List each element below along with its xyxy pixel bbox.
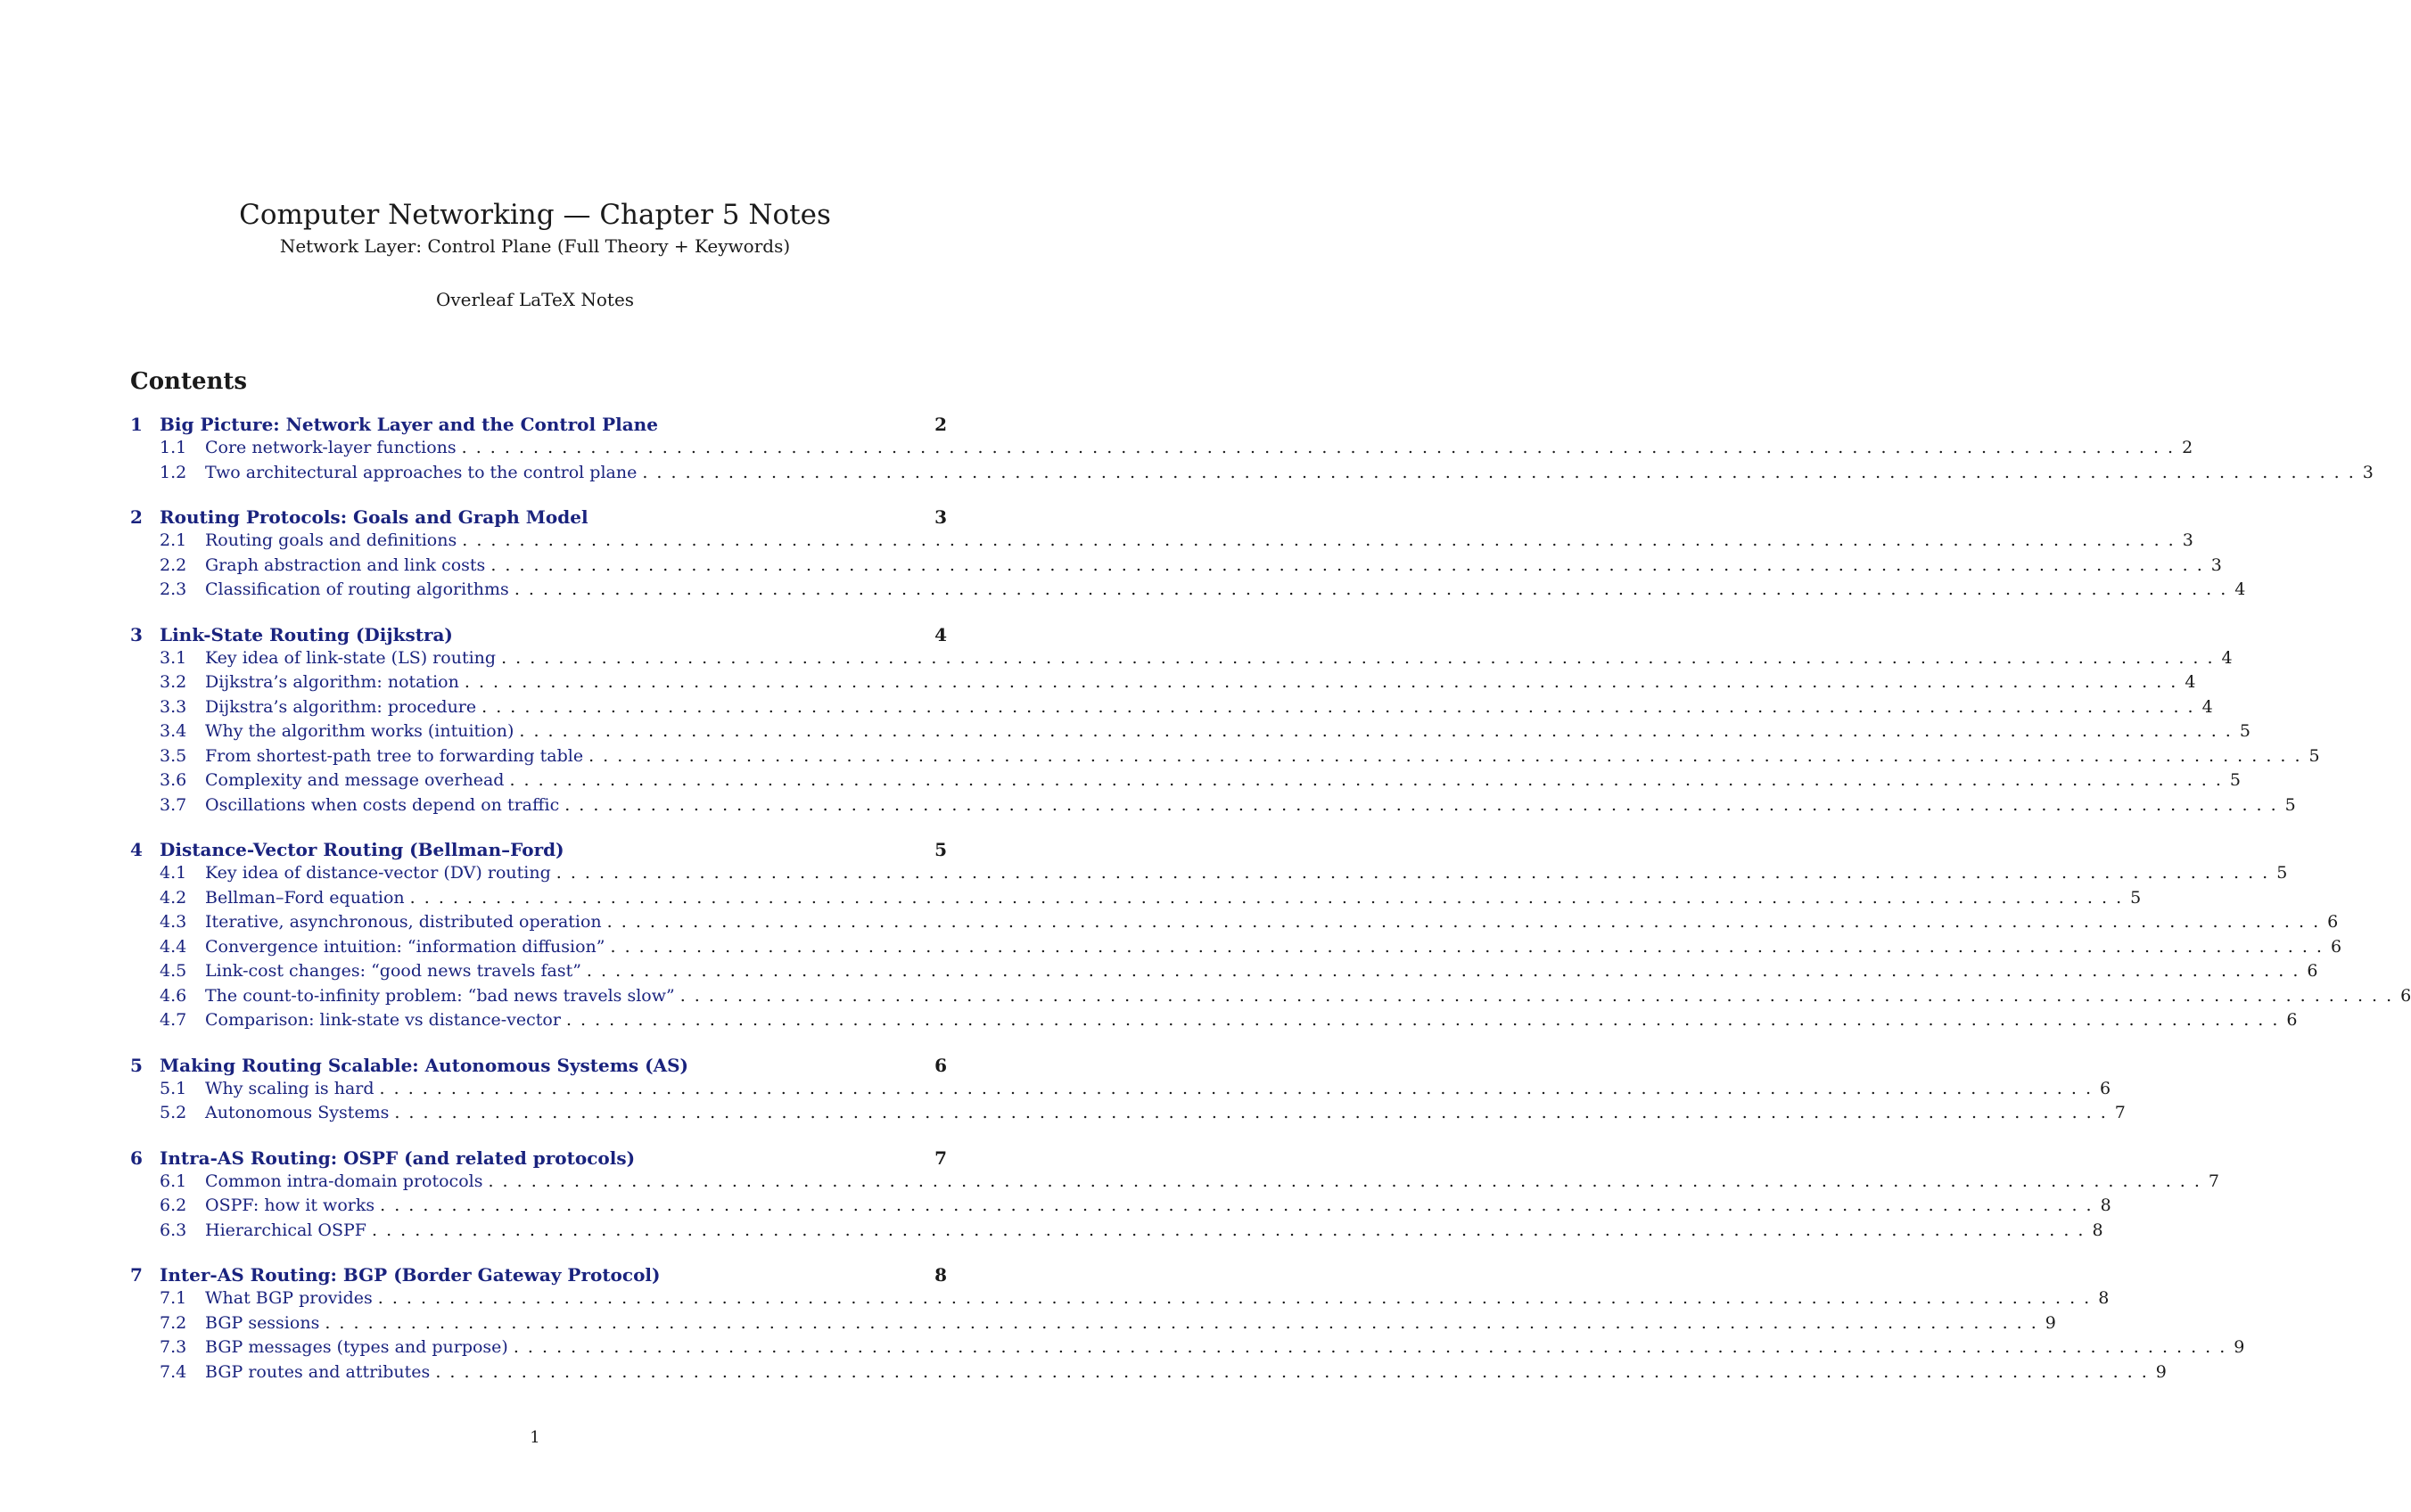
toc-subsection-title[interactable]: Comparison: link-state vs distance-vector (205, 1010, 561, 1030)
toc-subsection-number: 4.3 (160, 912, 187, 932)
toc-subsection-title[interactable]: BGP routes and attributes (205, 1361, 431, 1382)
toc-section-number: 3 (130, 623, 143, 645)
toc-subsection-page: 3 (2210, 555, 2222, 575)
toc-subsection-entry[interactable] (130, 530, 2193, 555)
toc-section-entry[interactable] (130, 624, 947, 648)
toc-section-entry[interactable] (130, 506, 947, 530)
toc-dot-leader: . . . . . . . . . . . . . . . . . . . . . . . . . . . . . . . . . . . . . . . . . . . . . . . . . . . . . . . . . . . . . . . . . . . . . . . . . . . . . . . . . . . . . . . . . . . . . . . . . . . . . . . . . . . . . . . . . . . . . . . . (519, 721, 2233, 741)
toc-subsection-number: 4.7 (160, 1010, 187, 1030)
toc-subsection-number: 2.1 (160, 530, 187, 550)
toc-section-number: 7 (130, 1264, 143, 1286)
toc-subsection-entry[interactable] (130, 1288, 2110, 1313)
toc-subsection-page: 6 (2330, 936, 2342, 957)
toc-section-number: 2 (130, 506, 143, 528)
toc-dot-leader: . . . . . . . . . . . . . . . . . . . . . . . . . . . . . . . . . . . . . . . . . . . . . . . . . . . . . . . . . . . . . . . . . . . . . . . . . . . . . . . . . . . . . . . . . . . . . . . . . . . . . . . . . . . . . . . . . . . . . . . . (488, 1171, 2201, 1191)
toc-section-page: 4 (934, 623, 947, 645)
toc-subsection-title[interactable]: BGP messages (types and purpose) (205, 1337, 508, 1357)
toc-subsection-number: 5.1 (160, 1078, 187, 1098)
toc-subsection-page: 6 (2400, 985, 2411, 1006)
toc-subsection-page: 5 (2229, 770, 2241, 790)
toc-dot-leader: . . . . . . . . . . . . . . . . . . . . . . . . . . . . . . . . . . . . . . . . . . . . . . . . . . . . . . . . . . . . . . . . . . . . . . . . . . . . . . . . . . . . . . . . . . . . . . . . . . . . . . . . . . . . . . . . . . . . . . . . (588, 745, 2302, 766)
toc-subsection-number: 7.2 (160, 1312, 187, 1333)
toc-subsection-title[interactable]: Two architectural approaches to the control plane (205, 462, 638, 482)
toc-section-page: 5 (934, 839, 947, 860)
toc-subsection-title[interactable]: Oscillations when costs depend on traffic (205, 794, 560, 815)
toc-subsection-entry[interactable] (130, 721, 2251, 746)
toc-subsection-entry[interactable] (130, 438, 2193, 463)
toc-dot-leader: . . . . . . . . . . . . . . . . . . . . . . . . . . . . . . . . . . . . . . . . . . . . . . . . . . . . . . . . . . . . . . . . . . . . . . . . . . . . . . . . . . . . . . . . . . . . . . . . . . . . . . . . . . . . . . . . . . . . . . . . (509, 770, 2223, 790)
toc-dot-leader: . . . . . . . . . . . . . . . . . . . . . . . . . . . . . . . . . . . . . . . . . . . . . . . . . . . . . . . . . . . . . . . . . . . . . . . . . . . . . . . . . . . . . . . . . . . . . . . . . . . . . . . . . . . . . . . . . . . . . . . . (435, 1361, 2149, 1382)
toc-subsection-entry[interactable] (130, 1312, 2056, 1338)
toc-section-entry[interactable] (130, 1055, 947, 1079)
toc-subsection-page: 6 (2327, 912, 2339, 932)
toc-subsection-entry[interactable] (130, 961, 2318, 986)
toc-subsection-page: 8 (2092, 1220, 2103, 1240)
toc-subsection-page: 4 (2201, 696, 2213, 717)
toc-subsection-number: 4.4 (160, 936, 187, 957)
toc-subsection-number: 1.1 (160, 438, 187, 457)
toc-subsection-entry[interactable] (130, 1196, 2111, 1220)
toc-subsection-page: 9 (2155, 1361, 2167, 1382)
toc-dot-leader: . . . . . . . . . . . . . . . . . . . . . . . . . . . . . . . . . . . . . . . . . . . . . . . . . . . . . . . . . . . . . . . . . . . . . . . . . . . . . . . . . . . . . . . . . . . . . . . . . . . . . . . . . . . . . . . . . . . . . . . . (513, 1337, 2227, 1357)
toc-dot-leader: . . . . . . . . . . . . . . . . . . . . . . . . . . . . . . . . . . . . . . . . . . . . . . . . . . . . . . . . . . . . . . . . . . . . . . . . . . . . . . . . . . . . . . . . . . . . . . . . . . . . . . . . . . . . . . . . . . . . . . . . (565, 1010, 2280, 1030)
toc-section-title[interactable]: Intra-AS Routing: OSPF (and related protocols) (160, 1146, 636, 1169)
toc-subsection-title[interactable]: Key idea of link-state (LS) routing (205, 647, 497, 668)
toc-subsection-title[interactable]: Classification of routing algorithms (205, 579, 509, 599)
toc-section-title[interactable]: Link-State Routing (Dijkstra) (160, 623, 453, 645)
toc-subsection-page: 6 (2286, 1010, 2298, 1030)
toc-section-entry[interactable] (130, 1147, 947, 1171)
toc-subsection-title[interactable]: Common intra-domain protocols (205, 1171, 483, 1191)
toc-section-number: 6 (130, 1146, 143, 1169)
toc-dot-leader: . . . . . . . . . . . . . . . . . . . . . . . . . . . . . . . . . . . . . . . . . . . . . . . . . . . . . . . . . . . . . . . . . . . . . . . . . . . . . . . . . . . . . . . . . . . . . . . . . . . . . . . . . . . . . . . . . . . . . . . . (514, 579, 2228, 599)
toc-subsection-entry[interactable] (130, 1103, 2126, 1128)
toc-dot-leader: . . . . . . . . . . . . . . . . . . . . . . . . . . . . . . . . . . . . . . . . . . . . . . . . . . . . . . . . . . . . . . . . . . . . . . . . . . . . . . . . . . . . . . . . . . . . . . . . . . . . . . . . . . . . . . . . . . . . . . . . (501, 647, 2215, 668)
toc-subsection-number: 3.7 (160, 794, 187, 815)
page-number: 1 (530, 1428, 540, 1447)
table-of-contents (130, 414, 2411, 1386)
toc-subsection-number: 2.2 (160, 555, 187, 575)
toc-subsection-entry[interactable] (130, 696, 2213, 722)
document-author: Overleaf LaTeX Notes (435, 289, 635, 310)
toc-subsection-number: 4.1 (160, 863, 187, 883)
toc-section-number: 4 (130, 839, 143, 860)
toc-dot-leader: . . . . . . . . . . . . . . . . . . . . . . . . . . . . . . . . . . . . . . . . . . . . . . . . . . . . . . . . . . . . . . . . . . . . . . . . . . . . . . . . . . . . . . . . . . . . . . . . . . . . . . . . . . . . . . . . . . . . . . . . (481, 696, 2195, 717)
toc-subsection-number: 4.5 (160, 961, 187, 981)
toc-dot-leader: . . . . . . . . . . . . . . . . . . . . . . . . . . . . . . . . . . . . . . . . . . . . . . . . . . . . . . . . . . . . . . . . . . . . . . . . . . . . . . . . . . . . . . . . . . . . . . . . . . . . . . . . . . . . . . . . . . . . . . . . (325, 1312, 2038, 1333)
toc-subsection-title[interactable]: From shortest-path tree to forwarding table (205, 745, 584, 766)
toc-section-entry[interactable] (130, 414, 947, 438)
toc-subsection-page: 5 (2130, 887, 2142, 908)
toc-section-page: 7 (934, 1146, 947, 1169)
toc-subsection-entry[interactable] (130, 1078, 2111, 1104)
toc-subsection-page: 8 (2098, 1288, 2110, 1308)
toc-subsection-title[interactable]: Routing goals and definitions (205, 530, 457, 550)
toc-subsection-page: 6 (2099, 1078, 2111, 1098)
toc-dot-leader: . . . . . . . . . . . . . . . . . . . . . . . . . . . . . . . . . . . . . . . . . . . . . . . . . . . . . . . . . . . . . . . . . . . . . . . . . . . . . . . . . . . . . . . . . . . . . . . . . . . . . . . . . . . . . . . . . . . . . . . . (642, 462, 2356, 482)
toc-subsection-entry[interactable] (130, 770, 2241, 795)
toc-dot-leader: . . . . . . . . . . . . . . . . . . . . . . . . . . . . . . . . . . . . . . . . . . . . . . . . . . . . . . . . . . . . . . . . . . . . . . . . . . . . . . . . . . . . . . . . . . . . . . . . . . . . . . . . . . . . . . . . . . . . . . . . (462, 530, 2176, 550)
toc-dot-leader: . . . . . . . . . . . . . . . . . . . . . . . . . . . . . . . . . . . . . . . . . . . . . . . . . . . . . . . . . . . . . . . . . . . . . . . . . . . . . . . . . . . . . . . . . . . . . . . . . . . . . . . . . . . . . . . . . . . . . . . . (409, 887, 2124, 908)
toc-subsection-number: 6.1 (160, 1171, 187, 1191)
toc-subsection-entry[interactable] (130, 1361, 2167, 1387)
toc-subsection-title[interactable]: What BGP provides (205, 1288, 373, 1308)
toc-section-number: 1 (130, 414, 143, 435)
contents-heading: Contents (130, 368, 248, 395)
toc-dot-leader: . . . . . . . . . . . . . . . . . . . . . . . . . . . . . . . . . . . . . . . . . . . . . . . . . . . . . . . . . . . . . . . . . . . . . . . . . . . . . . . . . . . . . . . . . . . . . . . . . . . . . . . . . . . . . . . . . . . . . . . . (564, 794, 2278, 815)
toc-subsection-number: 1.2 (160, 462, 187, 482)
toc-subsection-entry[interactable] (130, 579, 2246, 604)
toc-section-page: 6 (934, 1054, 947, 1076)
toc-subsection-number: 7.4 (160, 1361, 187, 1382)
toc-subsection-number: 6.3 (160, 1220, 187, 1240)
toc-subsection-number: 2.3 (160, 579, 187, 599)
toc-section-entry[interactable] (130, 839, 947, 863)
toc-subsection-entry[interactable] (130, 555, 2222, 580)
toc-subsection-page: 4 (2185, 672, 2196, 692)
toc-subsection-number: 3.6 (160, 770, 187, 790)
toc-dot-leader: . . . . . . . . . . . . . . . . . . . . . . . . . . . . . . . . . . . . . . . . . . . . . . . . . . . . . . . . . . . . . . . . . . . . . . . . . . . . . . . . . . . . . . . . . . . . . . . . . . . . . . . . . . . . . . . . . . . . . . . . (371, 1220, 2086, 1240)
toc-subsection-title[interactable]: Hierarchical OSPF (205, 1220, 366, 1240)
toc-dot-leader: . . . . . . . . . . . . . . . . . . . . . . . . . . . . . . . . . . . . . . . . . . . . . . . . . . . . . . . . . . . . . . . . . . . . . . . . . . . . . . . . . . . . . . . . . . . . . . . . . . . . . . . . . . . . . . . . . . . . . . . . (606, 912, 2321, 932)
toc-subsection-entry[interactable] (130, 1220, 2103, 1245)
toc-subsection-title[interactable]: Core network-layer functions (205, 438, 457, 457)
toc-dot-leader: . . . . . . . . . . . . . . . . . . . . . . . . . . . . . . . . . . . . . . . . . . . . . . . . . . . . . . . . . . . . . . . . . . . . . . . . . . . . . . . . . . . . . . . . . . . . . . . . . . . . . . . . . . . . . . . . . . . . . . . . (490, 555, 2204, 575)
toc-subsection-page: 8 (2100, 1196, 2111, 1215)
toc-subsection-title[interactable]: OSPF: how it works (205, 1196, 375, 1215)
toc-subsection-entry[interactable] (130, 462, 2374, 488)
toc-subsection-entry[interactable] (130, 1337, 2245, 1362)
toc-dot-leader: . . . . . . . . . . . . . . . . . . . . . . . . . . . . . . . . . . . . . . . . . . . . . . . . . . . . . . . . . . . . . . . . . . . . . . . . . . . . . . . . . . . . . . . . . . . . . . . . . . . . . . . . . . . . . . . . . . . . . . . . (555, 863, 2270, 883)
toc-section-title[interactable]: Routing Protocols: Goals and Graph Model (160, 506, 588, 528)
toc-section-title[interactable]: Inter-AS Routing: BGP (Border Gateway Protocol) (160, 1264, 661, 1286)
toc-subsection-entry[interactable] (130, 1010, 2298, 1035)
toc-subsection-entry[interactable] (130, 985, 2411, 1011)
toc-subsection-page: 6 (2307, 961, 2318, 981)
toc-subsection-page: 3 (2182, 530, 2193, 550)
toc-subsection-title[interactable]: Bellman–Ford equation (205, 887, 405, 908)
document-subtitle: Network Layer: Control Plane (Full Theory + Keywords) (279, 235, 791, 257)
toc-subsection-title[interactable]: Why scaling is hard (205, 1078, 374, 1098)
toc-subsection-page: 4 (2234, 579, 2246, 599)
toc-subsection-title[interactable]: Dijkstra’s algorithm: notation (205, 672, 459, 692)
toc-subsection-entry[interactable] (130, 912, 2339, 937)
toc-subsection-entry[interactable] (130, 936, 2342, 962)
toc-section-title[interactable]: Making Routing Scalable: Autonomous Systems (AS) (160, 1054, 688, 1076)
toc-subsection-page: 5 (2284, 794, 2296, 815)
toc-subsection-number: 6.2 (160, 1196, 187, 1215)
toc-subsection-entry[interactable] (130, 745, 2320, 771)
document-title: Computer Networking — Chapter 5 Notes (239, 199, 831, 231)
toc-subsection-entry[interactable] (130, 672, 2196, 697)
toc-subsection-number: 3.4 (160, 721, 187, 741)
toc-subsection-number: 4.2 (160, 887, 187, 908)
toc-subsection-page: 4 (2221, 647, 2233, 668)
toc-dot-leader: . . . . . . . . . . . . . . . . . . . . . . . . . . . . . . . . . . . . . . . . . . . . . . . . . . . . . . . . . . . . . . . . . . . . . . . . . . . . . . . . . . . . . . . . . . . . . . . . . . . . . . . . . . . . . . . . . . . . . . . . (380, 1196, 2094, 1215)
toc-dot-leader: . . . . . . . . . . . . . . . . . . . . . . . . . . . . . . . . . . . . . . . . . . . . . . . . . . . . . . . . . . . . . . . . . . . . . . . . . . . . . . . . . . . . . . . . . . . . . . . . . . . . . . . . . . . . . . . . . . . . . . . . (679, 985, 2394, 1006)
toc-subsection-page: 5 (2308, 745, 2320, 766)
toc-section-title[interactable]: Big Picture: Network Layer and the Control Plane (160, 414, 658, 435)
toc-subsection-title[interactable]: Why the algorithm works (intuition) (205, 721, 514, 741)
toc-dot-leader: . . . . . . . . . . . . . . . . . . . . . . . . . . . . . . . . . . . . . . . . . . . . . . . . . . . . . . . . . . . . . . . . . . . . . . . . . . . . . . . . . . . . . . . . . . . . . . . . . . . . . . . . . . . . . . . . . . . . . . . . (461, 438, 2176, 457)
toc-subsection-entry[interactable] (130, 647, 2233, 673)
toc-subsection-number: 3.2 (160, 672, 187, 692)
toc-subsection-title[interactable]: Link-cost changes: “good news travels fast” (205, 961, 581, 981)
toc-dot-leader: . . . . . . . . . . . . . . . . . . . . . . . . . . . . . . . . . . . . . . . . . . . . . . . . . . . . . . . . . . . . . . . . . . . . . . . . . . . . . . . . . . . . . . . . . . . . . . . . . . . . . . . . . . . . . . . . . . . . . . . . (610, 936, 2324, 957)
toc-section-entry[interactable] (130, 1264, 947, 1288)
toc-subsection-number: 3.1 (160, 647, 187, 668)
toc-subsection-number: 5.2 (160, 1103, 187, 1122)
toc-subsection-page: 3 (2362, 462, 2374, 482)
toc-subsection-number: 7.3 (160, 1337, 187, 1357)
toc-subsection-title[interactable]: Autonomous Systems (205, 1103, 390, 1122)
toc-subsection-title[interactable]: Graph abstraction and link costs (205, 555, 486, 575)
toc-section-page: 8 (934, 1264, 947, 1286)
toc-subsection-entry[interactable] (130, 1171, 2220, 1196)
toc-subsection-number: 4.6 (160, 985, 187, 1006)
toc-subsection-title[interactable]: Iterative, asynchronous, distributed operation (205, 912, 602, 932)
toc-subsection-title[interactable]: BGP sessions (205, 1312, 320, 1333)
toc-subsection-entry[interactable] (130, 794, 2296, 820)
toc-dot-leader: . . . . . . . . . . . . . . . . . . . . . . . . . . . . . . . . . . . . . . . . . . . . . . . . . . . . . . . . . . . . . . . . . . . . . . . . . . . . . . . . . . . . . . . . . . . . . . . . . . . . . . . . . . . . . . . . . . . . . . . . (379, 1078, 2093, 1098)
toc-subsection-title[interactable]: Complexity and message overhead (205, 770, 505, 790)
toc-subsection-title[interactable]: Dijkstra’s algorithm: procedure (205, 696, 477, 717)
toc-dot-leader: . . . . . . . . . . . . . . . . . . . . . . . . . . . . . . . . . . . . . . . . . . . . . . . . . . . . . . . . . . . . . . . . . . . . . . . . . . . . . . . . . . . . . . . . . . . . . . . . . . . . . . . . . . . . . . . . . . . . . . . . (464, 672, 2178, 692)
toc-subsection-page: 9 (2234, 1337, 2245, 1357)
toc-subsection-page: 7 (2114, 1103, 2126, 1122)
toc-subsection-page: 9 (2045, 1312, 2056, 1333)
toc-subsection-title[interactable]: The count-to-infinity problem: “bad news travels slow” (205, 985, 675, 1006)
toc-subsection-page: 5 (2276, 863, 2288, 883)
title-block (0, 198, 1070, 311)
toc-dot-leader: . . . . . . . . . . . . . . . . . . . . . . . . . . . . . . . . . . . . . . . . . . . . . . . . . . . . . . . . . . . . . . . . . . . . . . . . . . . . . . . . . . . . . . . . . . . . . . . . . . . . . . . . . . . . . . . . . . . . . . . . (586, 961, 2300, 981)
toc-subsection-entry[interactable] (130, 863, 2288, 888)
toc-section-title[interactable]: Distance-Vector Routing (Bellman–Ford) (160, 839, 564, 860)
toc-section-page: 2 (934, 414, 947, 435)
toc-subsection-number: 3.3 (160, 696, 187, 717)
toc-section-number: 5 (130, 1054, 143, 1076)
toc-dot-leader: . . . . . . . . . . . . . . . . . . . . . . . . . . . . . . . . . . . . . . . . . . . . . . . . . . . . . . . . . . . . . . . . . . . . . . . . . . . . . . . . . . . . . . . . . . . . . . . . . . . . . . . . . . . . . . . . . . . . . . . . (394, 1103, 2108, 1122)
toc-subsection-number: 7.1 (160, 1288, 187, 1308)
toc-dot-leader: . . . . . . . . . . . . . . . . . . . . . . . . . . . . . . . . . . . . . . . . . . . . . . . . . . . . . . . . . . . . . . . . . . . . . . . . . . . . . . . . . . . . . . . . . . . . . . . . . . . . . . . . . . . . . . . . . . . . . . . . (377, 1288, 2092, 1308)
toc-subsection-page: 5 (2239, 721, 2251, 741)
toc-subsection-entry[interactable] (130, 887, 2142, 913)
toc-subsection-title[interactable]: Key idea of distance-vector (DV) routing (205, 863, 551, 883)
toc-subsection-page: 7 (2208, 1171, 2220, 1191)
toc-subsection-number: 3.5 (160, 745, 187, 766)
toc-subsection-title[interactable]: Convergence intuition: “information diffusion” (205, 936, 605, 957)
toc-section-page: 3 (934, 506, 947, 528)
toc-subsection-page: 2 (2182, 438, 2193, 457)
